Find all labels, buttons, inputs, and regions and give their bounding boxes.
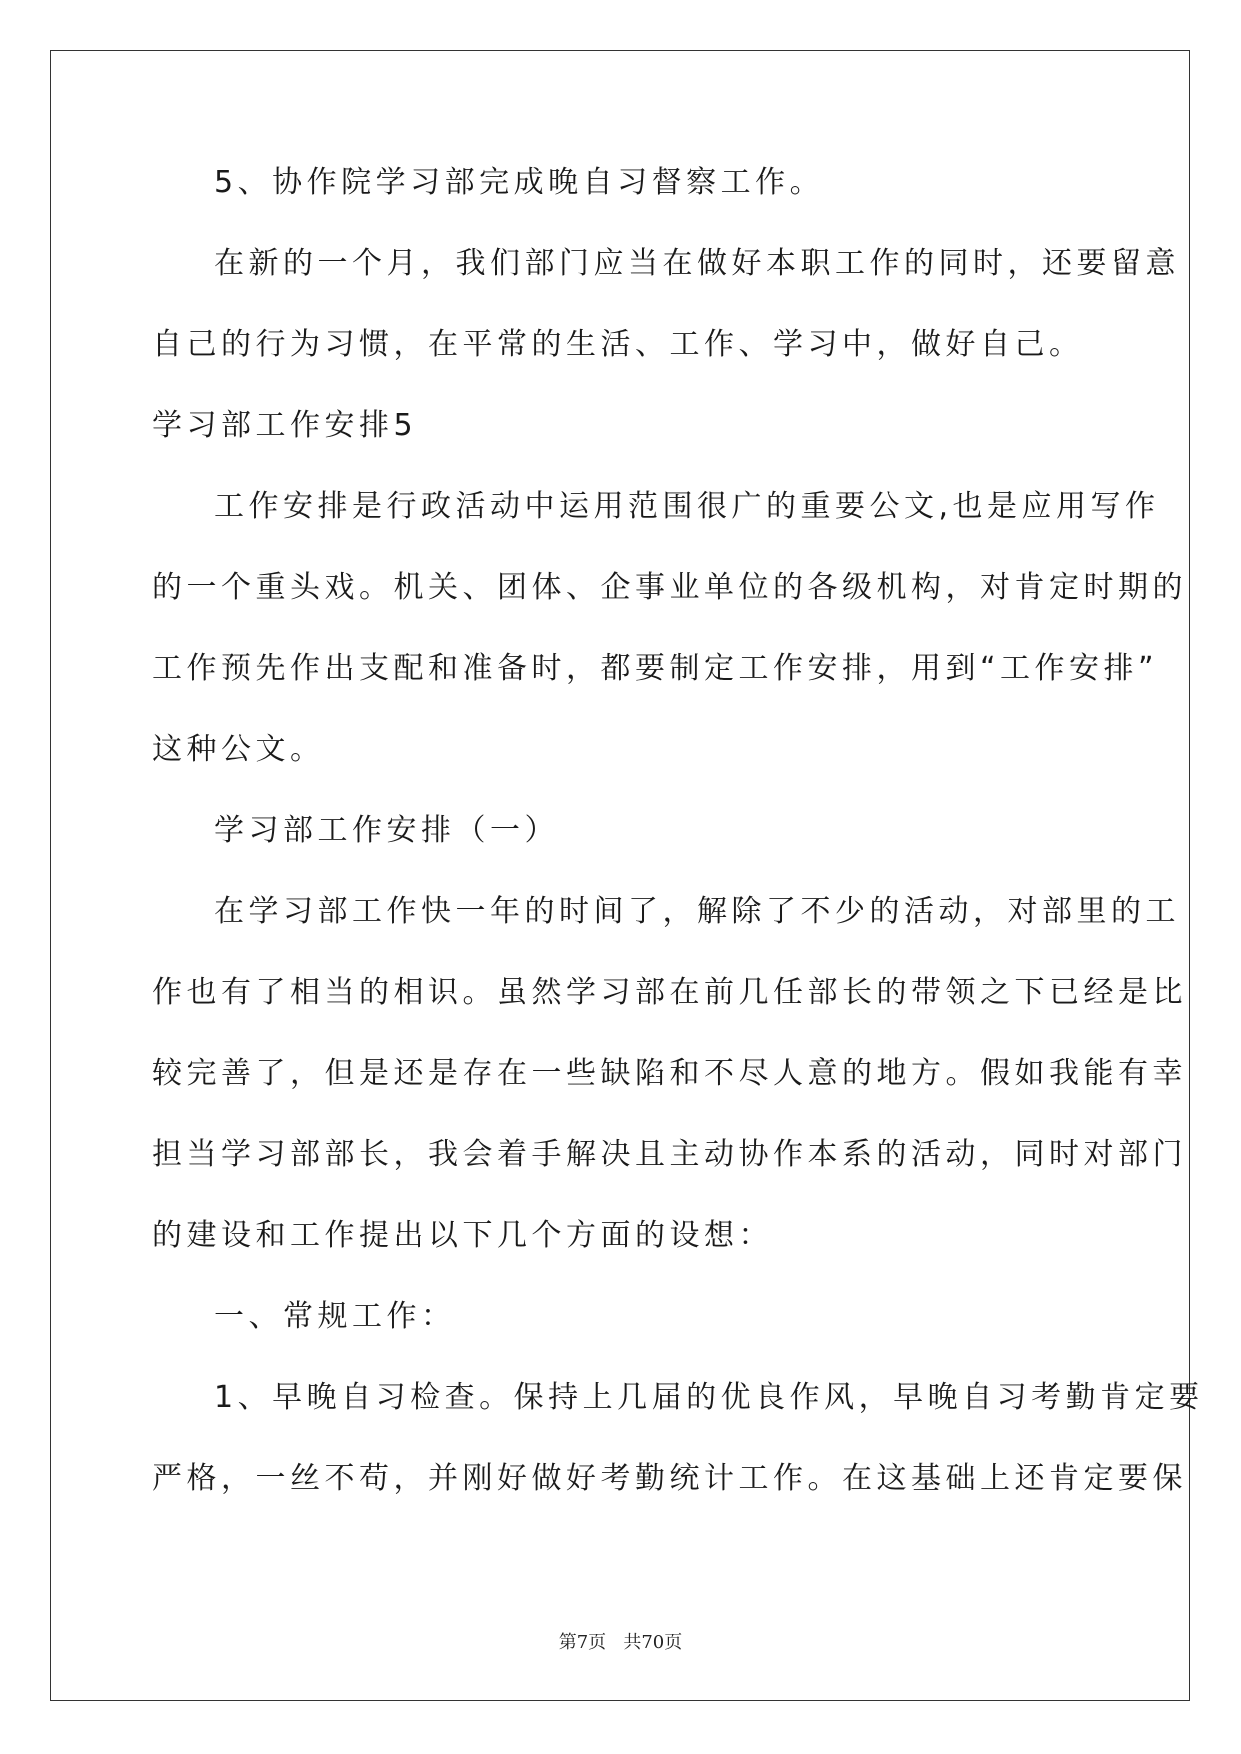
document-body bbox=[152, 158, 1204, 1535]
paragraph-line: 1、早晚自习检查。保持上几届的优良作风，早晚自习考勤肯定要 bbox=[214, 1380, 1204, 1415]
paragraph-line: 在学习部工作快一年的时间了，解除了不少的活动，对部里的工 bbox=[214, 894, 1180, 929]
paragraph-line: 工作预先作出支配和准备时，都要制定工作安排，用到“工作安排” bbox=[152, 651, 1159, 686]
paragraph-line: 工作安排是行政活动中运用范围很广的重要公文,也是应用写作 bbox=[214, 489, 1160, 524]
paragraph-line: 这种公文。 bbox=[152, 732, 325, 767]
list-heading: 一、常规工作： bbox=[214, 1299, 456, 1334]
paragraph-line: 严格，一丝不苟，并刚好做好考勤统计工作。在这基础上还肯定要保 bbox=[152, 1461, 1187, 1496]
page-number-footer: 第7页 共70页 bbox=[558, 1632, 683, 1653]
paragraph-line: 在新的一个月，我们部门应当在做好本职工作的同时，还要留意 bbox=[214, 246, 1180, 281]
paragraph-line: 担当学习部部长，我会着手解决且主动协作本系的活动，同时对部门 bbox=[152, 1137, 1187, 1172]
subsection-heading: 学习部工作安排（一） bbox=[214, 813, 559, 848]
paragraph-line: 的建设和工作提出以下几个方面的设想： bbox=[152, 1218, 773, 1253]
paragraph-line: 作也有了相当的相识。虽然学习部在前几任部长的带领之下已经是比 bbox=[152, 975, 1187, 1010]
paragraph-line: 5、协作院学习部完成晚自习督察工作。 bbox=[214, 165, 825, 200]
section-heading: 学习部工作安排5 bbox=[152, 408, 418, 443]
paragraph-line: 较完善了，但是还是存在一些缺陷和不尽人意的地方。假如我能有幸 bbox=[152, 1056, 1187, 1091]
paragraph-line: 自己的行为习惯，在平常的生活、工作、学习中，做好自己。 bbox=[152, 327, 1084, 362]
paragraph-line: 的一个重头戏。机关、团体、企事业单位的各级机构，对肯定时期的 bbox=[152, 570, 1187, 605]
